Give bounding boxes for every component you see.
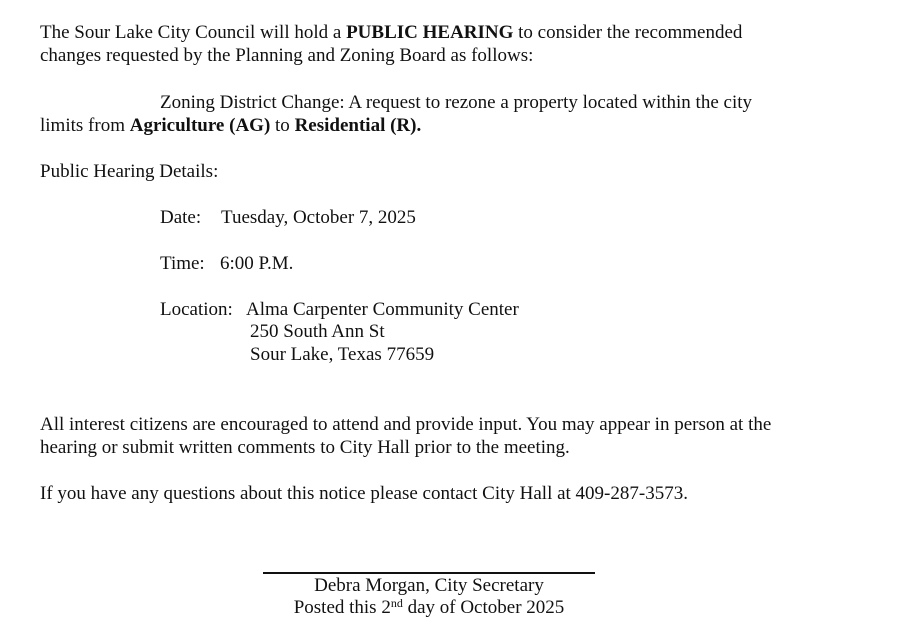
contact-line: If you have any questions about this notice please contact City Hall at 409-287-3573. (40, 483, 688, 504)
intro-line-2: changes requested by the Planning and Zoning Board as follows: (40, 45, 534, 66)
location-line: Alma Carpenter Community Center (246, 299, 519, 320)
change-text: to (270, 115, 295, 136)
change-text: limits from (40, 115, 130, 136)
details-heading: Public Hearing Details: (40, 161, 219, 182)
closing-line-2: hearing or submit written comments to City Hall prior to the meeting. (40, 437, 570, 458)
intro-line-1 (40, 22, 742, 44)
signature-name: Debra Morgan, City Secretary (314, 575, 544, 596)
zoning-from: Agriculture (AG) (129, 115, 271, 136)
ordinal-suffix: nd (390, 596, 403, 610)
change-line-2 (40, 115, 421, 137)
public-hearing-emphasis: PUBLIC HEARING (346, 22, 514, 43)
location-line: 250 South Ann St (250, 321, 385, 342)
zoning-to: Residential (R). (294, 115, 422, 136)
location-label: Location: (160, 299, 233, 320)
posted-date (263, 597, 595, 619)
intro-text: to consider the recommended (513, 22, 743, 43)
time-label: Time: (160, 253, 205, 274)
date-label: Date: (160, 207, 202, 228)
posted-text: Posted this 2 (293, 597, 391, 618)
date-value: Tuesday, October 7, 2025 (221, 207, 416, 228)
time-value: 6:00 P.M. (220, 253, 294, 274)
location-line: Sour Lake, Texas 77659 (250, 344, 435, 365)
intro-text: The Sour Lake City Council will hold a (40, 22, 347, 43)
posted-text: day of October 2025 (402, 597, 565, 618)
closing-line-1: All interest citizens are encouraged to attend and provide input. You may appear in person at the (40, 414, 772, 435)
signature-line (263, 572, 595, 574)
change-line-1: Zoning District Change: A request to rezone a property located within the city (160, 92, 753, 113)
